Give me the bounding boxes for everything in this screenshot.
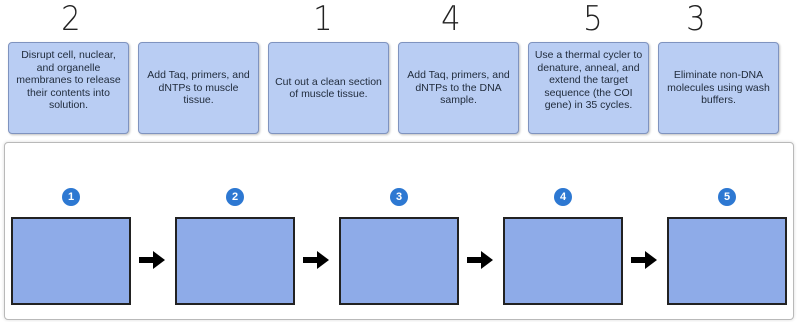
card-text: Add Taq, primers, and dNTPs to muscle tissue. — [147, 69, 250, 107]
drop-target-slot[interactable] — [175, 217, 295, 305]
draggable-card[interactable] — [268, 42, 389, 134]
draggable-card[interactable] — [528, 42, 649, 134]
step-number-badge: 5 — [718, 188, 736, 206]
drop-target-slot[interactable] — [339, 217, 459, 305]
handwritten-number: 4 — [441, 0, 461, 39]
card-text: Cut out a clean section of muscle tissue. — [275, 75, 382, 100]
draggable-card[interactable] — [8, 42, 129, 134]
card-text: Add Taq, primers, and dNTPs to the DNA sample. — [407, 69, 510, 107]
step-number-badge: 3 — [390, 188, 408, 206]
handwritten-number: 5 — [583, 0, 603, 39]
step-number-badge: 2 — [226, 188, 244, 206]
card-text: Eliminate non-DNA molecules using wash buffers. — [667, 69, 770, 107]
handwritten-number: 3 — [686, 0, 706, 39]
right-arrow-icon — [139, 251, 165, 269]
drop-target-slot[interactable] — [503, 217, 623, 305]
card-text: Use a thermal cycler to denature, anneal, and extend the target sequence (the COI gene) in 35 cycles. — [534, 49, 643, 111]
drop-target-slot[interactable] — [667, 217, 787, 305]
handwritten-number: 1 — [313, 0, 333, 39]
right-arrow-icon — [303, 251, 329, 269]
card-text: Disrupt cell, nuclear, and organelle membranes to release their contents into solution. — [16, 49, 121, 111]
right-arrow-icon — [631, 251, 657, 269]
handwritten-number: 2 — [61, 0, 81, 39]
draggable-card[interactable] — [398, 42, 519, 134]
draggable-card[interactable] — [138, 42, 259, 134]
right-arrow-icon — [467, 251, 493, 269]
step-number-badge: 1 — [62, 188, 80, 206]
step-number-badge: 4 — [554, 188, 572, 206]
drop-target-slot[interactable] — [11, 217, 131, 305]
draggable-card[interactable] — [658, 42, 779, 134]
